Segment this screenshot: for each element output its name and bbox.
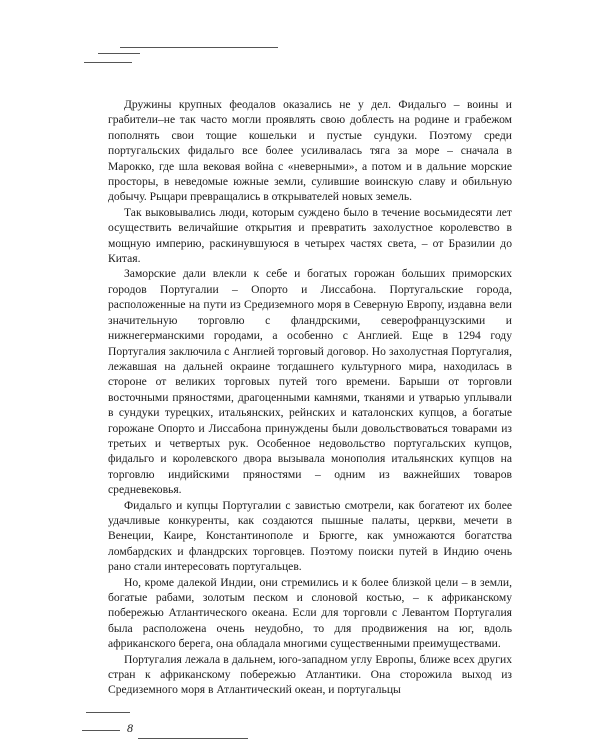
header-rule-left <box>84 62 132 63</box>
page-number: 8 <box>127 721 133 735</box>
header-rule-short <box>98 53 140 54</box>
paragraph-6: Португалия лежала в дальнем, юго-западном углу Европы, ближе всех других стран к африканскому побережью Атлантики. Она сторожила выход из Средиземного моря в Атлантический океан, и португальцы <box>108 652 512 697</box>
footer-rule-left <box>82 730 120 731</box>
paragraph-3: Заморские дали влекли к себе и богатых горожан больших приморских городов Португалии – Опорто и Лиссабона. Португальские города, расположенные на пути из Средиземного моря в Северную Европу, издавна вели значительную торговлю с фландрскими, северофранцузскими и нижнегерманскими городами, а особенно с Англией. Еще в 1294 году Португалия заключила с Англией торговый договор. Но захолустная Португалия, лежавшая на дальней окраине тогдашнего культурного мира, находилась в стороне от великих торговых путей того времени. Барыши от торговли восточными пряностями, драгоценными камнями, тканями и утварью уплывали в сундуки турецких, итальянских, рейнских и каталонских купцов, а богатые горожане Опорто и Лиссабона принуждены были довольствоваться товарами из третьих и четвертых рук. Особенное недовольство португальских купцов, фидальго и королевского двора вызывала монополия итальянских купцов на торговлю индийскими пряностями – одним из важнейших товаров средневековья. <box>108 267 512 497</box>
body-text <box>108 97 512 698</box>
paragraph-1: Дружины крупных феодалов оказались не у дел. Фидальго – воины и грабители–не так часто могли проявлять свою доблесть на родине и грабежом пополнять свои тощие кошельки и пустые сундуки. Поэтому среди португальских фидальго все более усиливалась тяга за море – сначала в Марокко, где шла вековая война с «неверными», а потом и в дальние морские просторы, в неведомые южные земли, сулившие воинскую славу и обильную добычу. Рыцари превращались в открывателей новых земель. <box>108 98 512 204</box>
paragraph-2: Так выковывались люди, которым суждено было в течение восьмидесяти лет осуществить величайшие открытия и превратить захолустное королевство в мощную империю, раскинувшуюся в четырех частях света, – от Бразилии до Китая. <box>108 205 512 266</box>
footer-rule-long <box>138 738 248 739</box>
header-rule-long <box>120 47 278 48</box>
paragraph-5: Но, кроме далекой Индии, они стремились и к более близкой цели – в земли, богатые рабами, золотым песком и слоновой костью, – к африканскому побережью Атлантического океана. Если для торговли с Левантом Португалия была расположена очень неудобно, то для продвижения на юг, вдоль африканского берега, она обладала многими существенными преимуществами. <box>108 575 512 651</box>
paragraph-4: Фидальго и купцы Португалии с завистью смотрели, как богатеют их более удачливые конкуренты, как создаются пышные палаты, церкви, мечети в Венеции, Каире, Константинополе и Брюгге, как умножаются богатства ломбардских и фландрских торговцев. Поэтому поиски путей в Индию очень рано стали интересовать португальцев. <box>108 498 512 574</box>
footer-rule-upper <box>86 712 130 713</box>
